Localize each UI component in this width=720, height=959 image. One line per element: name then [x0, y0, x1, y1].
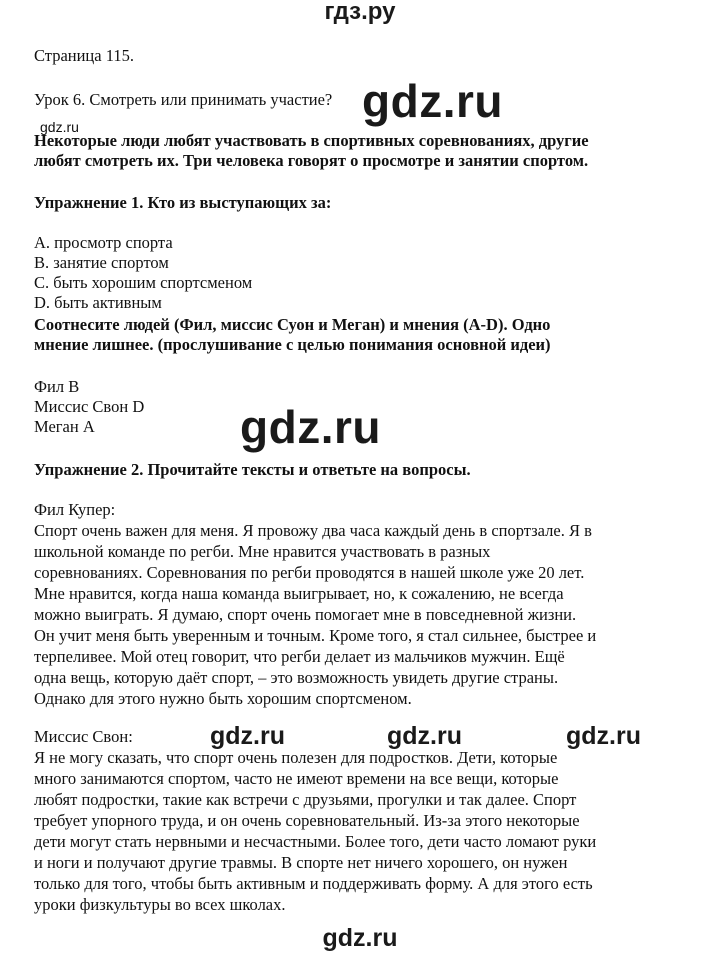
exercise1-options [34, 233, 252, 313]
watermark-mid-2: gdz.ru [387, 722, 462, 750]
exercise1-instruction [34, 315, 551, 355]
text-line: только для того, чтобы быть активным и поддерживать форму. А для этого есть [34, 874, 593, 893]
exercise1-answers [34, 377, 144, 437]
text-line: Однако для этого нужно быть хорошим спортсменом. [34, 689, 412, 708]
option-item: C. быть хорошим спортсменом [34, 273, 253, 292]
text-line: Он учит меня быть уверенным и точным. Кроме того, я стал сильнее, быстрее и [34, 626, 597, 645]
watermark-footer: gdz.ru [322, 924, 398, 952]
text-line: и ноги и получают другие травмы. В спорте нет ничего хорошего, он нужен [34, 853, 568, 872]
page-label: Страница 115. [34, 46, 134, 65]
answer-item: Миссис Свон D [34, 397, 145, 416]
text-line: Спорт очень важен для меня. Я провожу два часа каждый день в спортзале. Я в [34, 521, 592, 540]
text-line: школьной команде по регби. Мне нравится участвовать в разных [34, 542, 491, 561]
watermark-mid-1: gdz.ru [210, 722, 285, 750]
answer-item: Фил B [34, 377, 80, 396]
answer-item: Меган A [34, 417, 95, 436]
option-item: D. быть активным [34, 293, 162, 312]
phil-text [34, 520, 596, 709]
exercise1-title: Упражнение 1. Кто из выступающих за: [34, 193, 332, 212]
instruction-line: мнение лишнее. (прослушивание с целью понимания основной идеи) [34, 335, 551, 354]
text-line: любят подростки, такие как встречи с друзьями, прогулки и так далее. Спорт [34, 790, 577, 809]
site-header: гдз.ру [324, 0, 396, 25]
text-line: терпеливее. Мой отец говорит, что регби делает из мальчиков мужчин. Ещё [34, 647, 565, 666]
swon-text [34, 747, 596, 915]
watermark-mid-3: gdz.ru [566, 722, 641, 750]
text-line: много занимаются спортом, часто не имеют времени на все вещи, которые [34, 769, 559, 788]
text-line: можно выиграть. Я думаю, спорт очень помогает мне в повседневной жизни. [34, 605, 577, 624]
speaker-swon-name: Миссис Свон: [34, 727, 133, 746]
watermark-big-2: gdz.ru [240, 401, 381, 453]
watermark-big-1: gdz.ru [362, 75, 503, 127]
text-line: соревнованиях. Соревнования по регби проводятся в нашей школе уже 20 лет. [34, 563, 585, 582]
intro-paragraph [34, 131, 589, 171]
exercise2-title: Упражнение 2. Прочитайте тексты и ответьте на вопросы. [34, 460, 471, 479]
text-line: Мне нравится, когда наша команда выигрывает, но, к сожалению, не всегда [34, 584, 564, 603]
text-line: требует упорного труда, и он очень соревновательный. Из-за этого некоторые [34, 811, 580, 830]
text-line: уроки физкультуры во всех школах. [34, 895, 286, 914]
instruction-line: Соотнесите людей (Фил, миссис Суон и Меган) и мнения (A-D). Одно [34, 315, 551, 334]
option-item: A. просмотр спорта [34, 233, 173, 252]
speaker-phil-name: Фил Купер: [34, 500, 116, 519]
text-line: одна вещь, которую даёт спорт, – это возможность увидеть другие страны. [34, 668, 559, 687]
lesson-title: Урок 6. Смотреть или принимать участие? [34, 90, 333, 109]
text-line: Я не могу сказать, что спорт очень полезен для подростков. Дети, которые [34, 748, 558, 767]
intro-line: Некоторые люди любят участвовать в спортивных соревнованиях, другие [34, 131, 589, 150]
intro-line: любят смотреть их. Три человека говорят о просмотре и занятии спортом. [34, 151, 589, 170]
option-item: B. занятие спортом [34, 253, 169, 272]
text-line: дети могут стать нервными и несчастными. Более того, дети часто ломают руки [34, 832, 597, 851]
watermark-small: gdz.ru [40, 119, 79, 135]
